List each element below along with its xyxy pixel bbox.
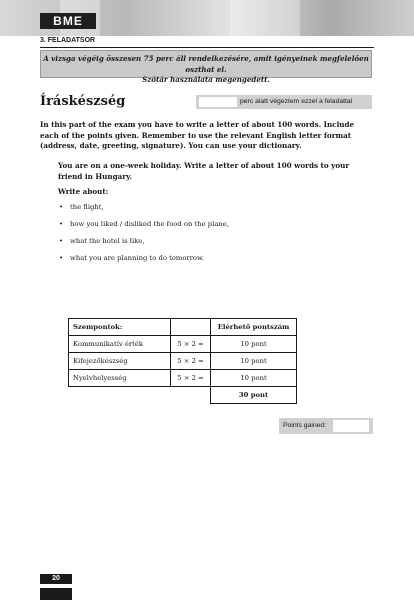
footer-bar bbox=[40, 588, 72, 600]
task-instruction: In this part of the exam you have to write a letter of about 100 words. Include each of the points given. Remember to use the relevant English letter format (address, date, greeting, signature). You can use your dictionary. bbox=[40, 120, 355, 151]
banner-highlight bbox=[230, 0, 300, 36]
points-gained-field[interactable] bbox=[333, 420, 369, 432]
total-points: 30 pont bbox=[211, 387, 297, 404]
task-title: Íráskészség bbox=[40, 94, 126, 109]
scoring-table bbox=[68, 318, 297, 404]
time-record-label: perc alatt végeztem ezzel a feladattal bbox=[240, 98, 353, 105]
write-about-label: Write about: bbox=[58, 187, 109, 196]
minutes-field[interactable] bbox=[199, 97, 237, 107]
table-row: Kifejezőkészség 5 × 2 = 10 pont bbox=[69, 353, 297, 370]
bullet-icon: • bbox=[59, 220, 64, 228]
list-item: • the flight, bbox=[59, 203, 104, 211]
bullet-icon: • bbox=[59, 237, 64, 245]
bme-logo: BME bbox=[40, 13, 96, 29]
bullet-icon: • bbox=[59, 254, 64, 262]
page-number: 20 bbox=[40, 574, 72, 584]
table-header-row bbox=[69, 319, 297, 336]
bullet-list bbox=[58, 202, 229, 270]
list-item: • what the hotel is like, bbox=[59, 237, 145, 245]
notice-line-2: Szótár használata megengedett. bbox=[142, 75, 270, 84]
table-row: Kommunikatív érték 5 × 2 = 10 pont bbox=[69, 336, 297, 353]
section-divider bbox=[40, 47, 374, 48]
notice-line-1: A vizsga végéig összesen 75 perc áll rendelkezésére, amit igényeinek megfelelően oszthat el. bbox=[43, 54, 369, 74]
header-points: Elérhető pontszám bbox=[211, 319, 297, 336]
list-item: • what you are planning to do tomorrow. bbox=[59, 254, 205, 262]
bullet-icon: • bbox=[59, 203, 64, 211]
header-criteria: Szempontok: bbox=[69, 319, 171, 336]
table-total-row bbox=[69, 387, 297, 404]
time-record-box bbox=[196, 95, 372, 109]
task-prompt: You are on a one-week holiday. Write a letter of about 100 words to your friend in Hungary. bbox=[58, 161, 350, 181]
table-row: Nyelvhelyesség 5 × 2 = 10 pont bbox=[69, 370, 297, 387]
section-label: 3. FELADATSOR bbox=[40, 37, 96, 44]
points-gained-box bbox=[279, 418, 373, 434]
points-gained-label: Points gained: bbox=[283, 422, 327, 429]
header-spacer bbox=[171, 319, 211, 336]
list-item: • how you liked / disliked the food on the plane, bbox=[59, 220, 229, 228]
exam-notice bbox=[40, 50, 372, 84]
